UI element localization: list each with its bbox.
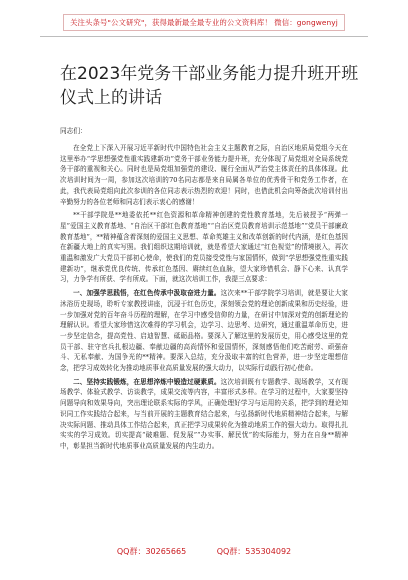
paragraph-text: **干部学院是**地委依托**红色资源和革命精神创建的党性教育基地，先后被授予“两弹一星”爱国主义教育基地、“自治区干部红色教育基地”“自治区党员教育培训示范基地”“党员干部廉政教育基地”，**精神蕴含着深刻的爱国主义思想、革命英雄主义和改革创新的时代内涵，是红色基因在新疆大地上的真实写照。我们组织这期培训就，就是希望大家通过“红色视觉”的情境嵌入，再次重温和激发广大党员干部初心使命，使我们的党员接受党性与家国情怀，做到“学思想强党性重实践建新功”，继承党优良传统、传承红色基因、赓续红色血脉，望大家珍惜机会、静下心来、认真学习，力争学有所获、学有所成。下面，就这次培训工作，我提三点要求： [60,211,348,284]
paragraph-3 [60,288,348,374]
paragraph-text: 在全党上下深入开展习近平新时代中国特色社会主义主题教育之际，自治区地质局党组今天在这里举办“学思想强党性重实践建新功”党务干部业务能力提升班，充分体现了局党组对全局系统党务干部的重视和关心。同时也是局党组加强党的建设、履行全面从严治党主体责任的具体体现。此次培训时间为一周，参加这次培训的70名同志都是来自局属各单位的优秀骨干和党务工作者，在此，我代表局党组向此次参训的各位同志表示热烈的欢迎！同时，也借此机会向筹备此次培训付出辛勤努力的各位老师和同志们表示衷心的感谢！ [60,144,348,206]
document-body [60,126,348,455]
footer-contacts [0,546,408,557]
paragraph-4 [60,377,348,452]
qq-group-1: QQ群：30265665 [116,547,187,556]
paragraph-text: 这次来**干部学院学习培训，就是要让大家沐浴历史现场，聆听专家教授讲座，沉浸于红色历史，深刻领会党的理论创新成果和历史经验，进一步加强对党的百年奋斗历程的理解，在学习中感受信仰的力量，在研讨中加深对党的创新理论的理解认识。希望大家珍惜这次难得的学习机会，边学习、边思考、边研究，通过重温革命历史，进一步坚定信念，提高党性、启迪智慧、砥砺品格。要深入了解这里的发展历史，用心感受这里的党员干部、驻守官兵扎根边疆、奉献边疆的高尚情怀和爱国情怀，深刻感悟他们吃苦耐劳、顽强奋斗、无私奉献、为国争光的**精神。要深入总结，充分汲取丰富的红色营养，进一步坚定理想信念，把学习成效转化为推动地质事业高质量发展的强大动力，以实际行动践行初心使命。 [60,289,348,373]
qq-group-2: QQ群：535304092 [216,547,292,556]
salutation: 同志们： [60,127,87,135]
document-title: 在2023年党务干部业务能力提升班开班仪式上的讲话 [60,64,359,108]
paragraph-2 [60,210,348,285]
paragraph-1 [60,143,348,207]
section-heading-1: 一、加强学思践悟，在红色传承中汲取奋进力量。 [73,289,221,298]
paragraph-text: 这次培训既有专题教学、现场教学，又有现场教学、体验式教学、访谈教学，成果交流等内容，丰富形式多样。在学习的过程中，大家要坚持问题导向和效果导向，突出理论联系实际的学风，正确处理好学习与运用的关系，把学到的理论知识同工作实践结合起来，与当前开展的主题教育结合起来，与弘扬新时代地质精神结合起来，与解决实际问题、推动具体工作结合起来，真正把学习成果转化为推动地质工作的强大动力。取得扎扎实实的学习成效。切实提高“破难题、促发展”“办实事、解民忧”的实际能力，努力在自身**精神中，彰显担当新时代地质事业高质量发展的内生动力。 [60,377,349,450]
promo-banner [0,14,408,31]
promo-banner-text: 关注头条号"公文研究"，获得最新最全最专业的公文资料库！ 微信：gongwenyj [63,14,345,31]
section-heading-2: 二、坚持实践锻炼，在思想淬炼中锻造过硬素质。 [73,377,221,386]
header-divider [40,36,368,37]
